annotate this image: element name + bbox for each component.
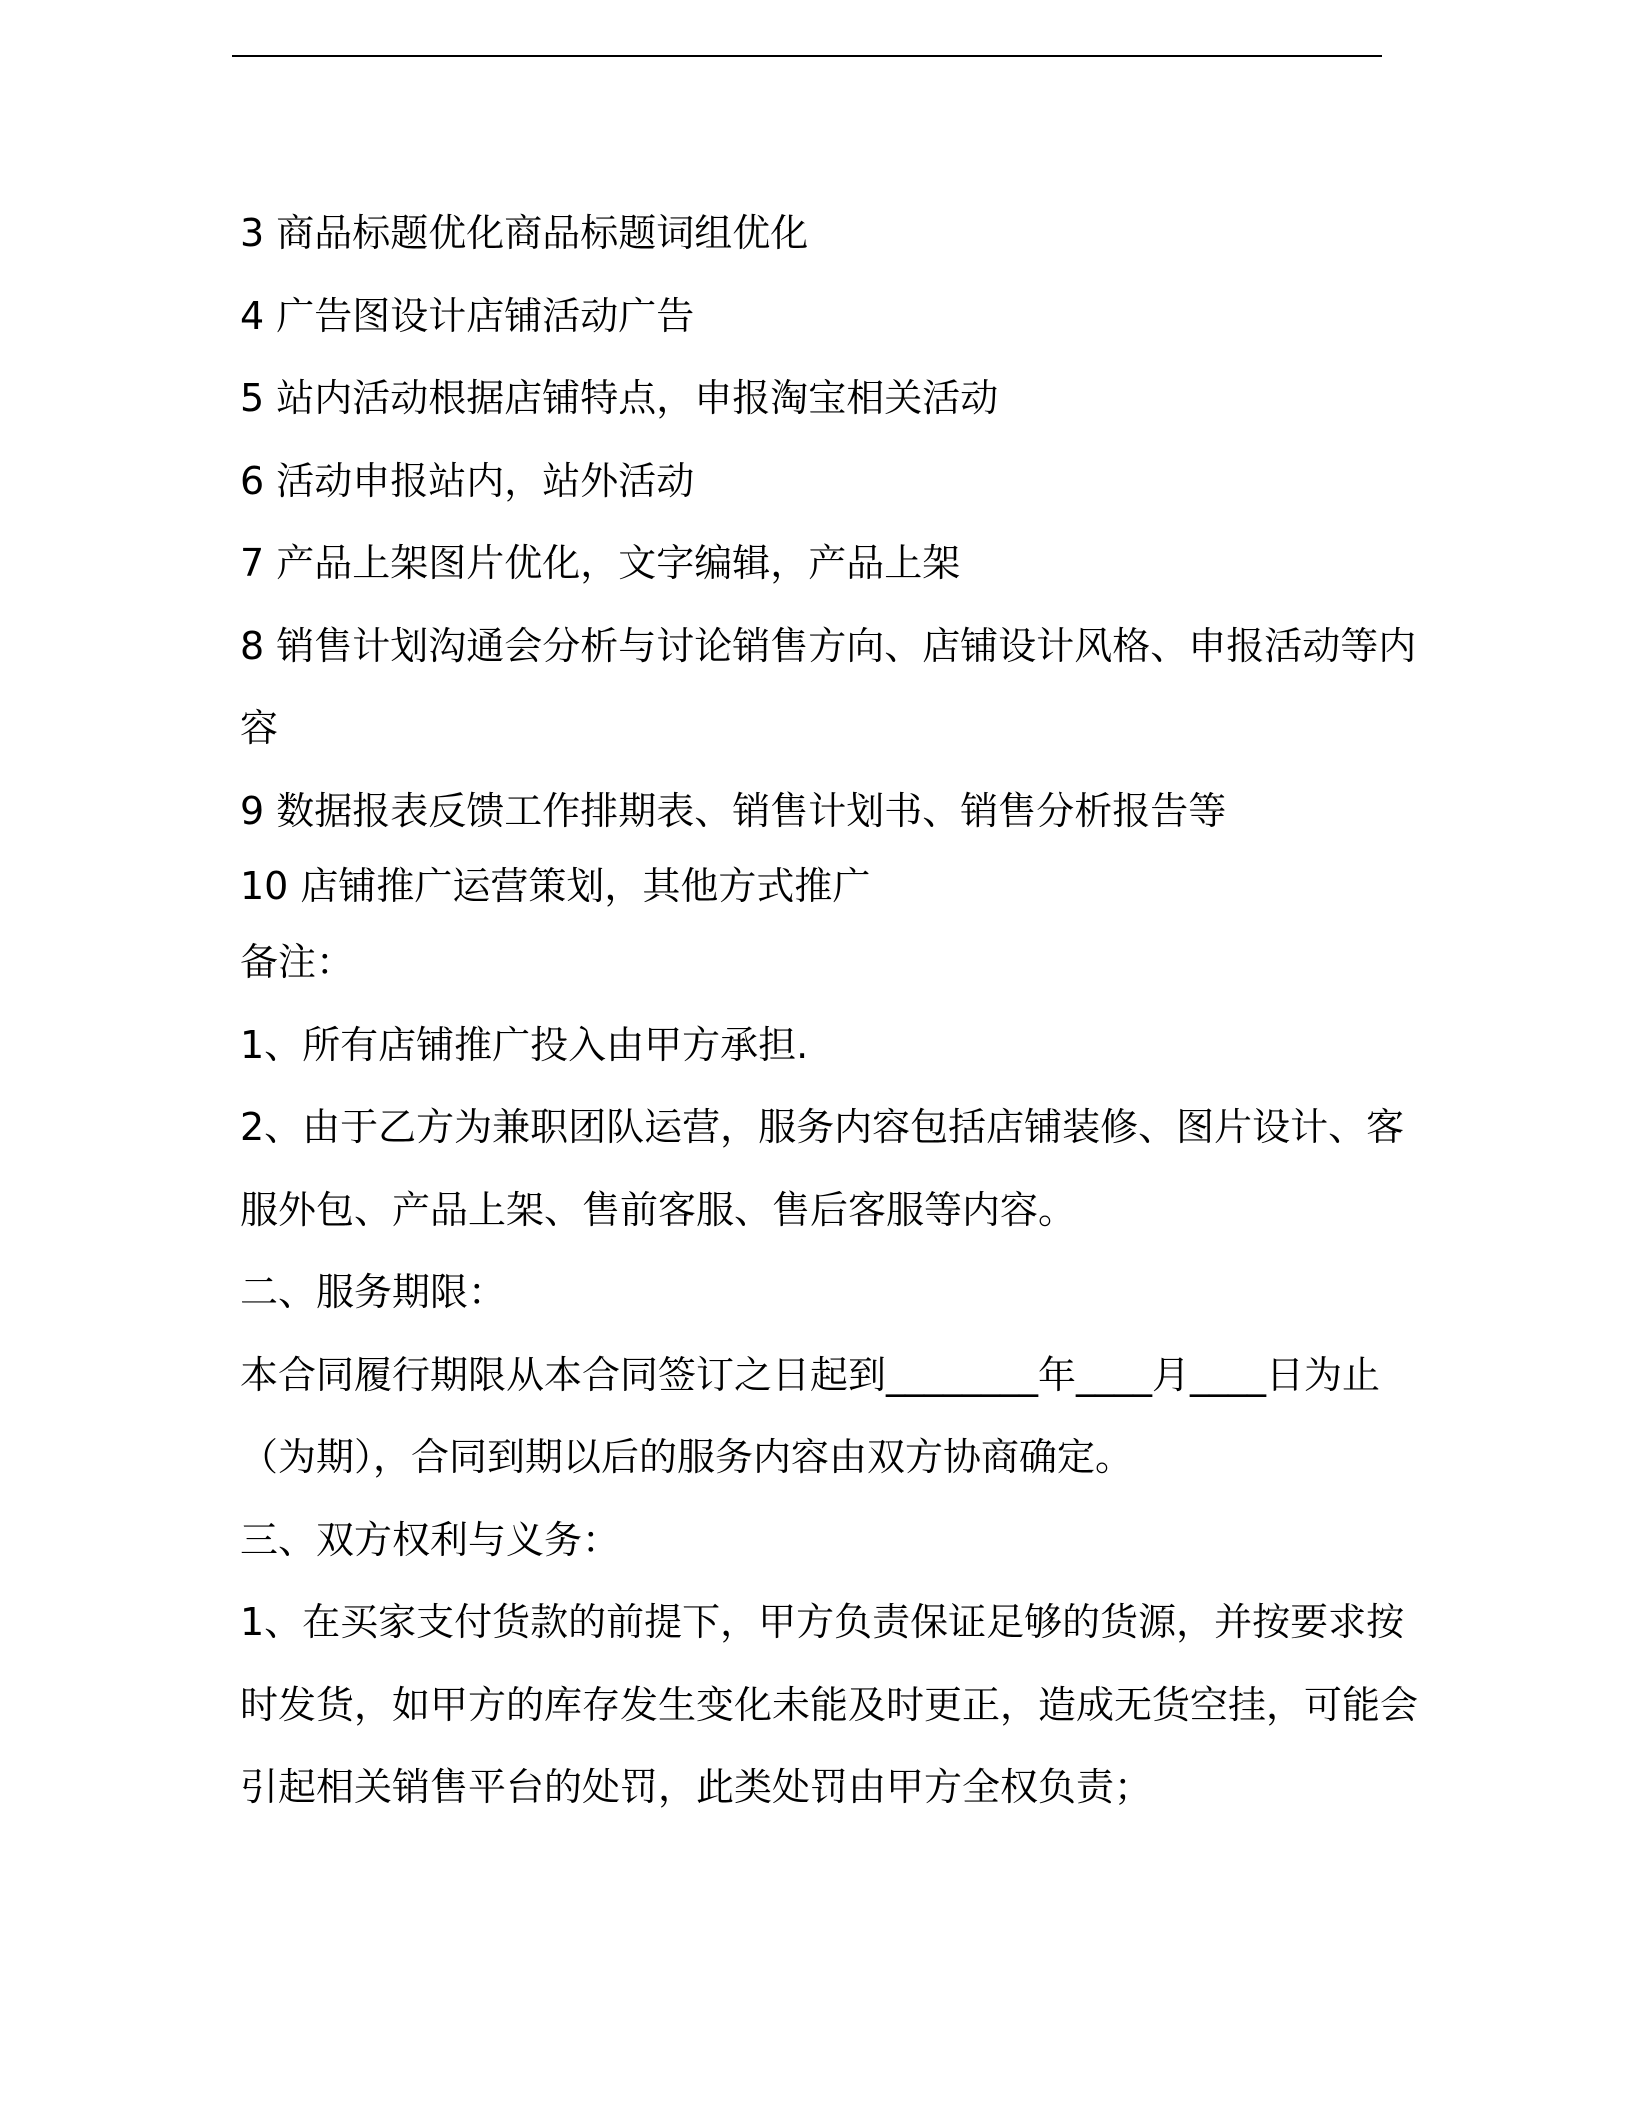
remark-2-cont: 服外包、产品上架、售前客服、售后客服等内容。: [240, 1187, 1077, 1232]
header-rule: [232, 55, 1382, 57]
section-2-heading: 二、服务期限：: [240, 1270, 507, 1314]
item-8-sales-plan: 8 销售计划沟通会分析与讨论销售方向、店铺设计风格、申报活动等内: [240, 623, 1417, 668]
item-10-promotion: 10 店铺推广运营策划，其他方式推广: [240, 864, 871, 908]
item-5-onsite-activities: 5 站内活动根据店铺特点，申报淘宝相关活动: [240, 376, 999, 420]
item-9-data-reports: 9 数据报表反馈工作排期表、销售计划书、销售分析报告等: [240, 788, 1227, 833]
item-7-product-listing: 7 产品上架图片优化，文字编辑，产品上架: [240, 541, 961, 585]
item-6-activity-application: 6 活动申报站内，站外活动: [240, 458, 695, 503]
remarks-heading: 备注：: [240, 940, 355, 984]
obligation-1: 1、在买家支付货款的前提下，甲方负责保证足够的货源，并按要求按: [240, 1600, 1405, 1644]
obligation-1-cont: 时发货，如甲方的库存发生变化未能及时更正，造成无货空挂，可能会: [240, 1682, 1419, 1727]
remark-2: 2、由于乙方为兼职团队运营，服务内容包括店铺装修、图片设计、客: [240, 1105, 1405, 1149]
item-3-title-optimization: 3 商品标题优化商品标题词组优化: [240, 211, 809, 255]
obligation-1-cont-2: 引起相关销售平台的处罚，此类处罚由甲方全权负责；: [240, 1765, 1153, 1809]
service-term: 本合同履行期限从本合同签订之日起到________年____月____日为止: [240, 1352, 1381, 1397]
item-4-ad-design: 4 广告图设计店铺活动广告: [240, 293, 695, 338]
service-term-cont: （为期），合同到期以后的服务内容由双方协商确定。: [240, 1435, 1134, 1479]
section-3-heading: 三、双方权利与义务：: [240, 1517, 621, 1562]
remark-1: 1、所有店铺推广投入由甲方承担.: [240, 1022, 809, 1067]
document-body: [240, 192, 1419, 1829]
item-8-sales-plan-cont: 容: [240, 706, 279, 750]
